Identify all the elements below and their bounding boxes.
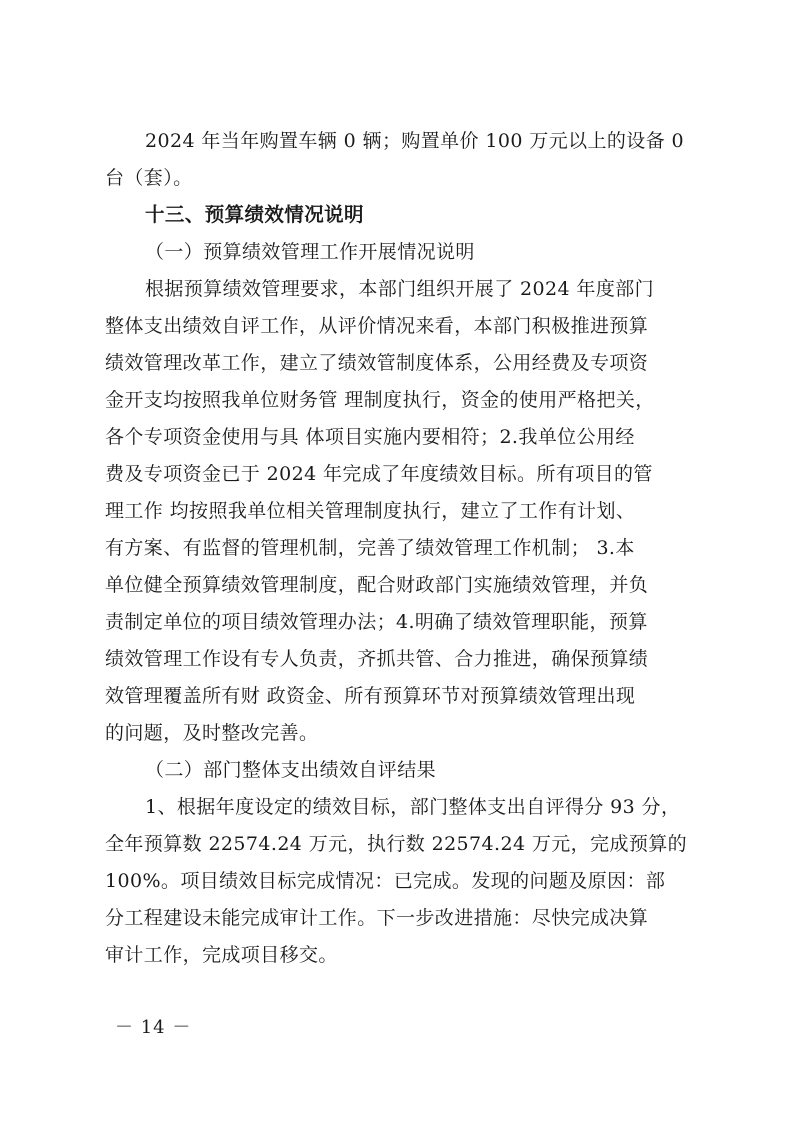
body-line-16: 效管理覆盖所有财 政资金、所有预算环节对预算绩效管理出现 <box>105 685 636 707</box>
body-line-7: 绩效管理改革工作，建立了绩效管制度体系，公用经费及专项资 <box>105 352 649 374</box>
body-line-17: 的问题，及时整改完善。 <box>105 722 319 744</box>
body-line-20: 全年预算数 22574.24 万元，执行数 22574.24 万元，完成预算的 <box>105 833 688 855</box>
body-line-15: 绩效管理工作设有专人负责，齐抓共管、合力推进，确保预算绩 <box>105 648 649 670</box>
body-line-2: 台（套）。 <box>105 167 193 189</box>
body-line-8: 金开支均按照我单位财务管 理制度执行，资金的使用严格把关， <box>105 389 655 411</box>
body-line-21: 100%。项目绩效目标完成情况：已完成。发现的问题及原因：部 <box>105 870 666 892</box>
subsection-heading-1: （一）预算绩效管理工作开展情况说明 <box>145 241 475 263</box>
body-line-11: 理工作 均按照我单位相关管理制度执行，建立了工作有计划、 <box>105 500 636 522</box>
body-line-14: 责制定单位的项目绩效管理办法；4.明确了绩效管理职能，预算 <box>105 611 648 633</box>
body-line-23: 审计工作，完成项目移交。 <box>105 944 338 966</box>
body-line-22: 分工程建设未能完成审计工作。下一步改进措施：尽快完成决算 <box>105 907 649 929</box>
page-number: － 14 － <box>115 1017 192 1038</box>
body-line-19: 1、根据年度设定的绩效目标，部门整体支出自评得分 93 分， <box>145 796 681 818</box>
body-line-12: 有方案、有监督的管理机制，完善了绩效管理工作机制； 3.本 <box>105 537 635 559</box>
body-line-13: 单位健全预算绩效管理制度，配合财政部门实施绩效管理，并负 <box>105 574 649 596</box>
subsection-heading-2: （二）部门整体支出绩效自评结果 <box>145 759 437 781</box>
body-line-6: 整体支出绩效自评工作，从评价情况来看，本部门积极推进预算 <box>105 315 649 337</box>
body-line-10: 费及专项资金已于 2024 年完成了年度绩效目标。所有项目的管 <box>105 463 653 485</box>
body-line-5: 根据预算绩效管理要求，本部门组织开展了 2024 年度部门 <box>145 278 655 300</box>
section-heading: 十三、预算绩效情况说明 <box>145 203 364 226</box>
body-line-9: 各个专项资金使用与具 体项目实施内要相符；2.我单位公用经 <box>105 426 635 448</box>
body-line-1: 2024 年当年购置车辆 0 辆；购置单价 100 万元以上的设备 0 <box>145 130 685 152</box>
